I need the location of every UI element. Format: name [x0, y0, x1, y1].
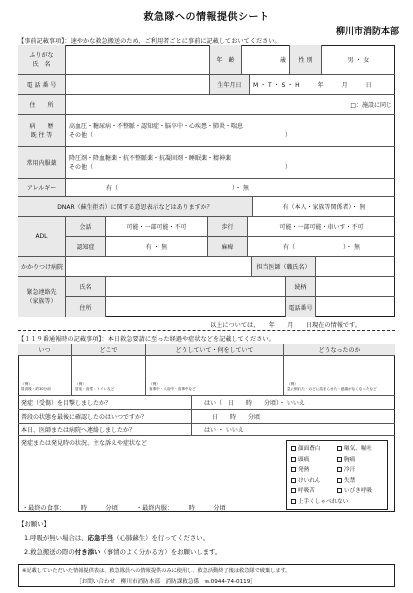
address-label: 住 所	[18, 95, 66, 115]
check-convulsion[interactable]	[291, 476, 337, 487]
section1-label: 【事前記載事項】	[18, 38, 65, 45]
organization-name: 柳川市消防本部	[335, 27, 399, 37]
sex-field[interactable]: 男 ・ 女	[322, 45, 395, 75]
name-label-cell	[18, 45, 66, 75]
age-unit: 歳	[279, 57, 286, 64]
request-item-1	[24, 533, 209, 542]
same-facility-checkbox[interactable]: □：施設に同じ	[350, 102, 392, 109]
check-speech[interactable]	[291, 497, 348, 508]
age-field[interactable]	[242, 45, 290, 75]
adl-dementia-value[interactable]: 有 ・ 無	[106, 237, 208, 257]
result-example: （例） 急に倒れた・のどに詰まらせた・意識がなくなったなど	[287, 382, 377, 391]
sex-label: 性 別	[290, 45, 322, 75]
emergency-name-label: 氏名	[66, 277, 106, 297]
check-chest-pain-label: 胸痛	[344, 456, 356, 463]
adl-talk-label: 会話	[66, 217, 106, 237]
checklist-row	[291, 486, 383, 497]
name-label: 氏 名	[32, 60, 51, 68]
checklist-row	[291, 455, 383, 466]
contact-doctor-answer[interactable]: はい ・ いいえ	[192, 424, 395, 436]
check-nausea[interactable]	[337, 444, 383, 455]
last-normal-answer[interactable]: 日 時 分頃	[192, 410, 395, 424]
when-field[interactable]	[18, 356, 72, 396]
adl-dementia-label: 認知症	[66, 237, 106, 257]
emergency-tel-label: 電話番号	[286, 297, 316, 317]
section1-header	[18, 36, 281, 45]
emergency-label-2: （家族等）	[26, 298, 57, 305]
section2-desc: ：本日救急要請に至った経過や症状などを記載してください。	[101, 336, 275, 343]
contact-info: ［お問い合わせ 柳川市消防本部 消防課救急係 ℡0944-74-0119］	[76, 579, 256, 585]
check-speech-label: 上手くしゃべれない	[298, 498, 349, 505]
check-incontinence[interactable]	[337, 476, 383, 487]
history-label-2: 既 往 等	[30, 131, 53, 139]
allergy-field[interactable]: 有（ ）・ 無	[66, 179, 395, 197]
result-field[interactable]	[284, 356, 395, 396]
emergency-relation-label: 続柄	[286, 277, 316, 297]
checklist-row	[291, 444, 383, 455]
requests-label: 【お願い】	[18, 520, 50, 528]
check-fever-label: 発熱	[298, 467, 310, 473]
emergency-name-field[interactable]	[106, 277, 286, 297]
last-meal: ・最終の食事： 時 分頃	[22, 505, 118, 512]
check-dyspnea[interactable]	[291, 486, 337, 497]
check-cold-sweat-label: 冷汗	[344, 467, 356, 473]
checklist-row	[291, 476, 383, 487]
header-what: どうしていて・何をしていて	[146, 344, 284, 356]
check-snoring-label: いびき呼吸	[344, 488, 372, 494]
age-label: 年 齢	[210, 45, 242, 75]
header-where: どこで	[72, 344, 146, 356]
as-of-date: 以上については、 年 月 日現在の情報です。	[210, 322, 361, 329]
emergency-label-1: 緊急連絡先	[26, 289, 57, 296]
emergency-label-cell	[18, 277, 66, 317]
doctor-field[interactable]	[316, 257, 395, 277]
adl-talk-value[interactable]: 可能・一部可能・不可	[106, 217, 208, 237]
allergy-label: アレルギー	[18, 179, 66, 197]
hospital-label: かかりつけ病院	[18, 257, 66, 277]
symptoms-label: 発症または発見時の状況、主な訴えや症状など	[21, 440, 148, 447]
symptom-checklist	[286, 440, 388, 510]
history-other: その他（ ）	[69, 131, 292, 139]
what-example: （例） 食事中・入浴中・食事中など	[149, 382, 196, 391]
check-headache-label: 頭痛	[298, 456, 310, 463]
contact-doctor-question: 本日、医師または病院へ連絡しましたか？	[18, 424, 192, 436]
meds-other: その他（ ）	[69, 163, 292, 171]
check-fever[interactable]	[291, 465, 337, 476]
check-convulsion-label: けいれん	[298, 477, 321, 484]
name-field[interactable]	[66, 45, 210, 75]
section-divider	[18, 330, 395, 331]
header-result: どうなったのか	[284, 344, 395, 356]
check-incontinence-label: 失禁	[344, 477, 356, 484]
where-field[interactable]	[72, 356, 146, 396]
checklist-row	[291, 465, 383, 476]
meds-label: 常用内服薬	[18, 147, 66, 179]
last-normal-question: 普段の状態を最後に確認したのはいつですか？	[18, 410, 192, 424]
header-when: いつ	[18, 344, 72, 356]
emergency-relation-field[interactable]	[316, 277, 395, 297]
request-item-2-pre: 2.救急搬送の際の	[24, 548, 75, 556]
tel-label: 電 話 番 号	[18, 75, 66, 95]
address-field[interactable]	[66, 95, 395, 115]
request-item-1-bold: 応急手当	[87, 534, 114, 542]
history-field[interactable]	[66, 115, 395, 147]
what-field[interactable]	[146, 356, 284, 396]
adl-walk-value[interactable]: 可能・一部可能・車いす・不可	[248, 217, 395, 237]
request-item-2	[24, 547, 221, 556]
section2-header	[18, 334, 275, 343]
emergency-address-label: 住所	[66, 297, 106, 317]
when-example: （例） 昼食後・約30分前	[21, 382, 51, 391]
check-headache[interactable]	[291, 455, 337, 466]
birth-field[interactable]: M ・ T ・ S ・ H 年 月 日	[250, 75, 395, 95]
request-item-1-post: （心肺蘇生）を行ってください。	[113, 534, 210, 542]
adl-walk-label: 歩行	[208, 217, 248, 237]
history-options: 高血圧・糖尿病・不整脈・認知症・脳卒中・心疾患・肺炎・喘息	[69, 122, 244, 130]
adl-paralysis-value[interactable]: 有（ ）・ 無	[248, 237, 395, 257]
privacy-note: ※記載していただいた情報提供表は、救急隊員への情報提供のみに使用し、救急活動終了後は救急隊で破棄します。	[22, 568, 291, 574]
meds-field[interactable]	[66, 147, 395, 179]
adl-label: ADL	[18, 217, 66, 257]
witness-answer[interactable]: はい（ 日 時 分頃）・ いいえ	[192, 396, 395, 410]
check-dyspnea-label: 呼吸苦	[298, 488, 315, 494]
sheet-title: 救急隊への情報提供シート	[143, 12, 270, 23]
last-meds: ・最終内服： 時 分頃	[136, 505, 226, 512]
birth-label: 生年月日	[210, 75, 250, 95]
emergency-tel-field[interactable]	[316, 297, 395, 317]
doctor-label: 担当医師（職氏名）	[252, 257, 316, 277]
meds-options: 降圧剤・降血糖薬・抗不整脈薬・抗凝固剤・睡眠薬・精神薬	[69, 154, 232, 162]
dnar-answer[interactable]: 有（本人・家族等関係者）・ 無	[253, 197, 395, 217]
adl-paralysis-label: 麻痺	[208, 237, 248, 257]
check-cold-sweat[interactable]	[337, 465, 383, 476]
witness-question: 発症（受傷）を目撃しましたか？	[18, 396, 192, 410]
hospital-field[interactable]	[66, 257, 252, 277]
request-item-2-bold: 付き添い	[74, 548, 101, 556]
check-snoring[interactable]	[337, 486, 383, 497]
section2-label: 【１１９番通報時の記載事項】	[18, 336, 102, 343]
check-pale-face-label: 顔面蒼白	[298, 446, 321, 452]
dnar-question: DNAR（蘇生拒否）に関する意思表示などはありますか？	[18, 197, 253, 217]
history-label-1: 病 歴	[29, 122, 54, 130]
history-label-cell	[18, 115, 66, 147]
request-item-1-pre: 1.呼吸が無い場合は、	[24, 534, 88, 542]
check-nausea-label: 嘔気、嘔吐	[344, 446, 372, 452]
section1-desc: ：速やかな救急搬送のため、ご利用者ごとに事前に記載しておいてください。	[64, 38, 281, 45]
where-example: （例） 居室・食堂・トイレなど	[75, 382, 115, 391]
emergency-address-field[interactable]	[106, 297, 286, 317]
check-chest-pain[interactable]	[337, 455, 383, 466]
tel-field[interactable]	[66, 75, 210, 95]
check-pale-face[interactable]	[291, 444, 337, 455]
furigana-label: ふりがな	[29, 51, 54, 59]
checklist-row	[291, 497, 383, 508]
request-item-2-post: （事情のよく分かる方）をお願いします。	[100, 548, 222, 556]
